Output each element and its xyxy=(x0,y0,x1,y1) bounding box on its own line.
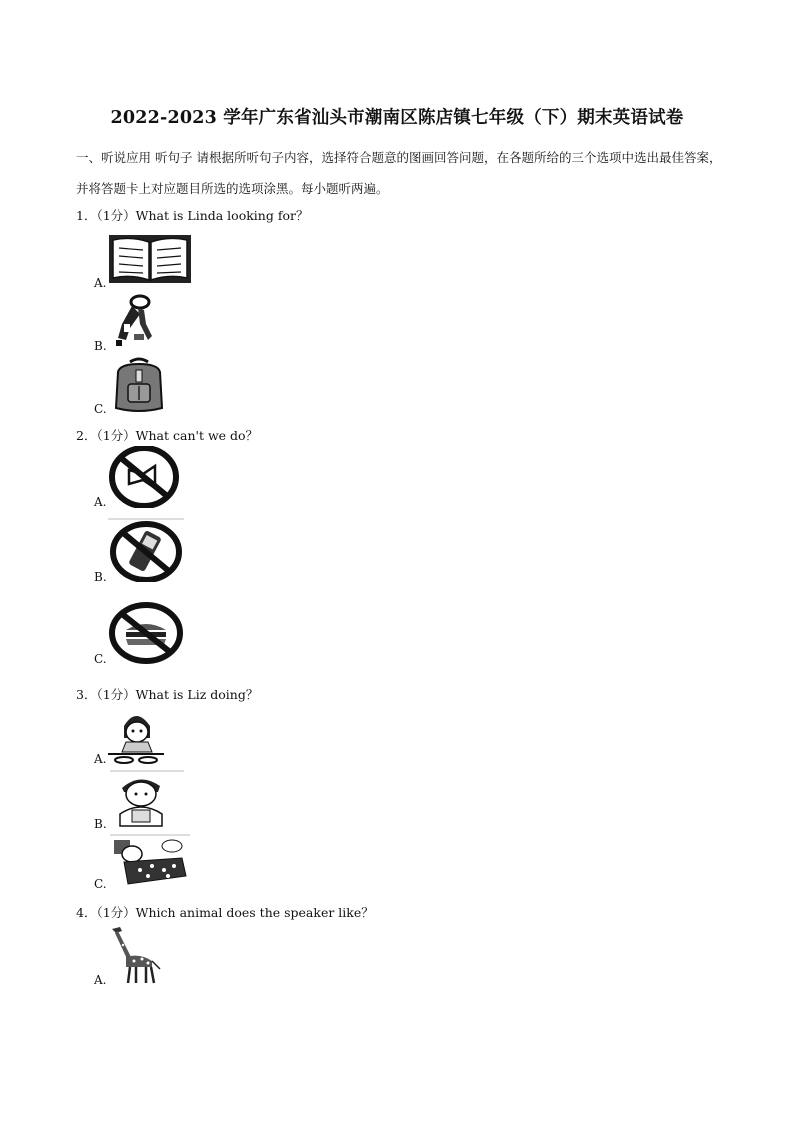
page-title: 2022-2023 学年广东省汕头市潮南区陈店镇七年级（下）期末英语试卷 xyxy=(110,108,684,128)
backpack-icon xyxy=(110,356,168,414)
option-3c-label: C. xyxy=(94,877,107,891)
question-4: 4．（1分）Which animal does the speaker like？ xyxy=(76,905,374,920)
option-4a-label: A. xyxy=(94,973,107,987)
book-icon xyxy=(107,232,193,286)
question-3: 3．（1分）What is Liz doing？ xyxy=(76,687,259,702)
section-instructions: 一、听说应用 听句子 请根据所听句子内容，选择符合题意的图画回答问题，在各题所给的三个选项中选出最佳答案，并将答题卡上对应题目所选的选项涂黑。每小题听两遍。 xyxy=(76,150,722,196)
boy-reading-icon xyxy=(110,770,184,832)
option-1b-label: B. xyxy=(94,339,107,353)
girl-eating-icon xyxy=(104,708,168,766)
option-1c-label: C. xyxy=(94,402,107,416)
no-honking-sign-icon xyxy=(109,446,179,508)
girl-sleeping-icon xyxy=(110,834,190,888)
option-3a-label: A. xyxy=(94,752,107,766)
option-2c-label: C. xyxy=(94,652,107,666)
option-2b-label: B. xyxy=(94,570,107,584)
option-2a-label: A. xyxy=(94,495,107,509)
question-1: 1．（1分）What is Linda looking for？ xyxy=(76,208,309,223)
keys-icon xyxy=(110,294,156,350)
no-phone-sign-icon xyxy=(108,518,184,582)
option-3b-label: B. xyxy=(94,817,107,831)
giraffe-icon xyxy=(108,925,164,985)
option-1a-label: A. xyxy=(94,276,107,290)
question-2: 2．（1分）What can't we do？ xyxy=(76,428,259,443)
no-food-sign-icon xyxy=(108,602,184,664)
